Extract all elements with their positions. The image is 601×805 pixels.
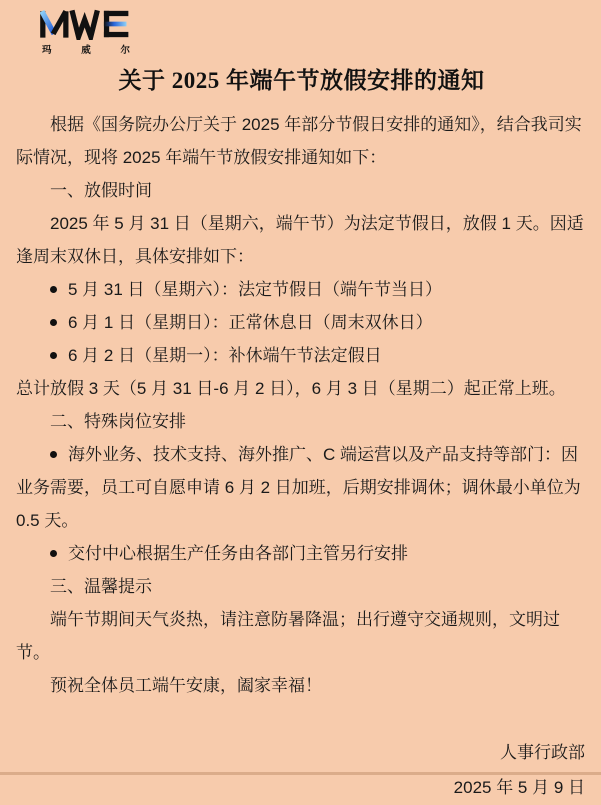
notice-body (16, 108, 587, 805)
signature-block (16, 735, 587, 805)
bullet-text: 5 月 31 日（星期六）：法定节假日（端午节当日） (68, 280, 443, 299)
bullet-item (16, 306, 587, 339)
bullet-dot-icon (50, 286, 57, 293)
logo-subtext-char: 玛 (42, 45, 52, 56)
logo-subtext-char: 威 (81, 45, 91, 56)
bullet-item (16, 273, 587, 306)
section1-paragraph: 2025 年 5 月 31 日（星期六，端午节）为法定节假日，放假 1 天。因适逢周末双休日，具体安排如下： (16, 214, 584, 266)
bullet-dot-icon (50, 550, 57, 557)
bullet-item (16, 438, 587, 537)
section1-summary: 总计放假 3 天（5 月 31 日-6 月 2 日），6 月 3 日（星期二）起正常上班。 (16, 379, 566, 398)
mwe-logo-icon (40, 8, 134, 40)
section1-heading: 一、放假时间 (50, 181, 152, 200)
notice-title: 关于 2025 年端午节放假安排的通知 (118, 68, 485, 93)
section3-heading: 三、温馨提示 (50, 577, 152, 596)
section3-wish: 预祝全体员工端午安康，阖家幸福！ (50, 676, 322, 695)
bullet-item (16, 537, 587, 570)
signature-department: 人事行政部 (500, 743, 585, 762)
logo-subtext (42, 42, 130, 56)
bullet-text: 交付中心根据生产任务由各部门主管另行安排 (68, 544, 408, 563)
bullet-dot-icon (50, 319, 57, 326)
bullet-dot-icon (50, 451, 57, 458)
bullet-text: 海外业务、技术支持、海外推广、C 端运营以及产品支持等部门：因业务需要，员工可自愿申请 6 月 2 日加班，后期安排调休；调休最小单位为 0.5 天。 (16, 445, 581, 530)
bullet-text: 6 月 1 日（星期日）：正常休息日（周末双休日） (68, 313, 433, 332)
section3-paragraph: 端午节期间天气炎热，请注意防暑降温；出行遵守交通规则，文明过节。 (16, 610, 560, 662)
section2-heading: 二、特殊岗位安排 (50, 412, 186, 431)
bullet-text: 6 月 2 日（星期一）：补休端午节法定假日 (68, 346, 382, 365)
company-logo (40, 8, 134, 56)
signature-date: 2025 年 5 月 9 日 (453, 778, 585, 797)
bullet-item (16, 339, 587, 372)
bullet-dot-icon (50, 352, 57, 359)
intro-paragraph: 根据《国务院办公厅关于 2025 年部分节假日安排的通知》，结合我司实际情况，现将 2025 年端午节放假安排通知如下： (16, 115, 582, 167)
logo-subtext-char: 尔 (120, 45, 130, 56)
